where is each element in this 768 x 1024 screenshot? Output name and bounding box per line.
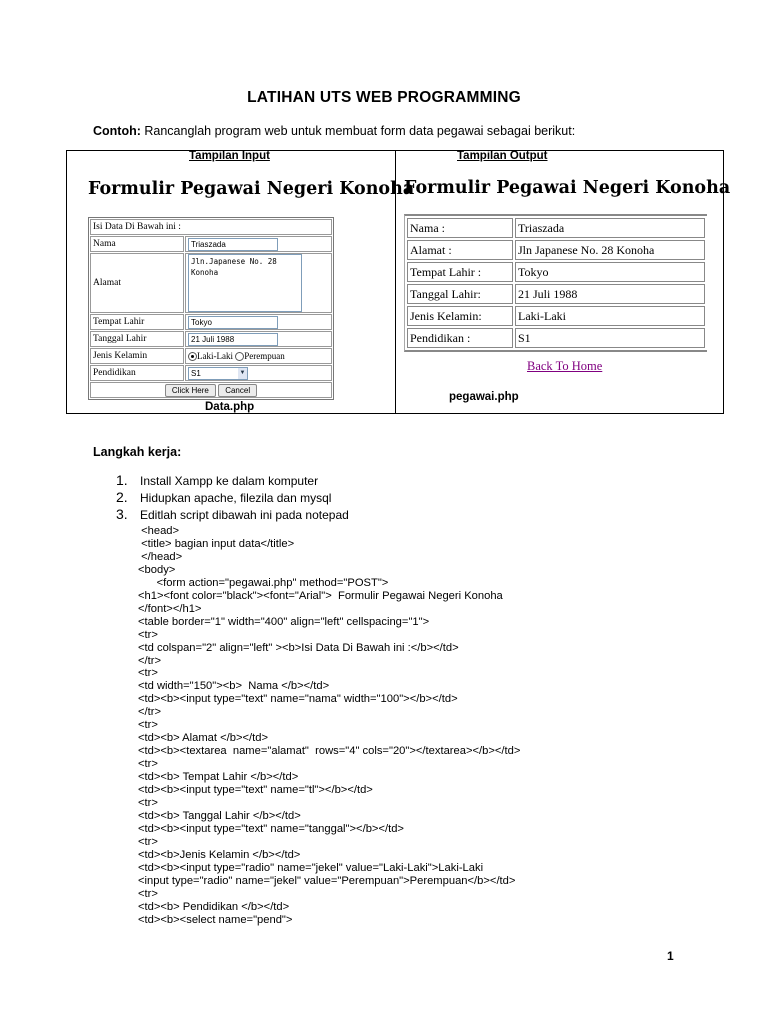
- output-value: S1: [515, 328, 705, 348]
- submit-button[interactable]: Click Here: [165, 384, 216, 397]
- chevron-down-icon: ▼: [238, 368, 247, 379]
- output-label: Alamat :: [407, 240, 513, 260]
- jenis-kelamin-label: Jenis Kelamin: [90, 348, 184, 364]
- output-form-heading: Formulir Pegawai Negeri Konoha: [404, 178, 731, 198]
- output-row: [407, 218, 705, 238]
- output-value: Jln Japanese No. 28 Konoha: [515, 240, 705, 260]
- output-form-table: [404, 214, 707, 352]
- page-title: LATIHAN UTS WEB PROGRAMMING: [247, 89, 521, 106]
- tempat-lahir-input[interactable]: Tokyo: [188, 316, 278, 329]
- steps-heading: Langkah kerja:: [93, 445, 182, 459]
- step-number: 3.: [116, 506, 128, 522]
- step-number: 1.: [116, 472, 128, 488]
- output-label: Pendidikan :: [407, 328, 513, 348]
- output-row: [407, 240, 705, 260]
- output-label: Nama :: [407, 218, 513, 238]
- nama-input[interactable]: Triaszada: [188, 238, 278, 251]
- section-label: Isi Data Di Bawah ini :: [90, 219, 332, 235]
- alamat-label: Alamat: [90, 253, 184, 313]
- input-form-heading: Formulir Pegawai Negeri Konoha: [88, 179, 415, 199]
- output-row: [407, 262, 705, 282]
- code-listing: <head> <title> bagian input data</title> </head> <body> <form action="pegawai.php" method="POST"> <h1><font color="black"><font="Arial"> Formulir Pegawai Negeri Konoha </font></h1> <table border="1" width="400" align="left" cellspacing="1"> <tr> <td colspan="2" align="left" ><b>Isi Data Di Bawah ini :</b></td> </tr> <tr> <td width="150"><b> Nama </b></td> <td><b><input type="text" name="nama" width="100"></b></td> </tr> <tr> <td><b> Alamat </b></td> <td><b><textarea name="alamat" rows="4" cols="20"></textarea></b></td> <tr> <td><b> Tempat Lahir </b></td> <td><b><input type="text" name="tl"></b></td> <tr> <td><b> Tanggal Lahir </b></td> <td><b><input type="text" name="tanggal"></b></td> <tr> <td><b>Jenis Kelamin </b></td> <td><b><input type="radio" name="jekel" value="Laki-Laki">Laki-Laki <input type="radio" name="jekel" value="Perempuan">Perempuan</b></td> <tr> <td><b> Pendidikan </b></td> <td><b><select name="pend">: [138, 525, 521, 926]
- output-row: [407, 328, 705, 348]
- output-value: Laki-Laki: [515, 306, 705, 326]
- step-item: [116, 472, 318, 488]
- output-row: [407, 306, 705, 326]
- output-label: Tanggal Lahir:: [407, 284, 513, 304]
- tanggal-lahir-label: Tanggal Lahir: [90, 331, 184, 347]
- input-form-table: [88, 217, 334, 400]
- step-item: [116, 489, 331, 505]
- step-number: 2.: [116, 489, 128, 505]
- step-text: Editlah script dibawah ini pada notepad: [140, 508, 349, 522]
- output-value: Triaszada: [515, 218, 705, 238]
- step-text: Install Xampp ke dalam komputer: [140, 474, 319, 488]
- pendidikan-select-value: S1: [191, 368, 201, 378]
- step-text: Hidupkan apache, filezila dan mysql: [140, 491, 332, 505]
- tanggal-lahir-input[interactable]: 21 Juli 1988: [188, 333, 278, 346]
- input-column-heading: Tampilan Input: [189, 150, 270, 162]
- radio-perempuan[interactable]: [235, 352, 244, 361]
- output-label: Tempat Lahir :: [407, 262, 513, 282]
- input-caption: Data.php: [205, 401, 255, 413]
- intro-label: Contoh:: [93, 124, 141, 138]
- output-value: 21 Juli 1988: [515, 284, 705, 304]
- tempat-lahir-label: Tempat Lahir: [90, 314, 184, 330]
- alamat-textarea[interactable]: Jln.Japanese No. 28 Konoha: [188, 254, 302, 312]
- output-column-heading: Tampilan Output: [457, 150, 548, 162]
- output-label: Jenis Kelamin:: [407, 306, 513, 326]
- pendidikan-label: Pendidikan: [90, 365, 184, 381]
- step-item: [116, 506, 349, 522]
- back-to-home-link[interactable]: Back To Home: [527, 359, 603, 373]
- intro-paragraph: [93, 124, 575, 138]
- cancel-button[interactable]: Cancel: [218, 384, 257, 397]
- output-caption: pegawai.php: [449, 391, 519, 403]
- output-value: Tokyo: [515, 262, 705, 282]
- pendidikan-select[interactable]: [188, 367, 248, 380]
- nama-label: Nama: [90, 236, 184, 252]
- output-row: [407, 284, 705, 304]
- page-number: 1: [667, 949, 674, 963]
- intro-text: Rancanglah program web untuk membuat form data pegawai sebagai berikut:: [140, 124, 576, 138]
- radio-laki-laki[interactable]: [188, 352, 197, 361]
- radio-laki-laki-label: Laki-Laki: [197, 350, 233, 361]
- radio-perempuan-label: Perempuan: [244, 350, 285, 361]
